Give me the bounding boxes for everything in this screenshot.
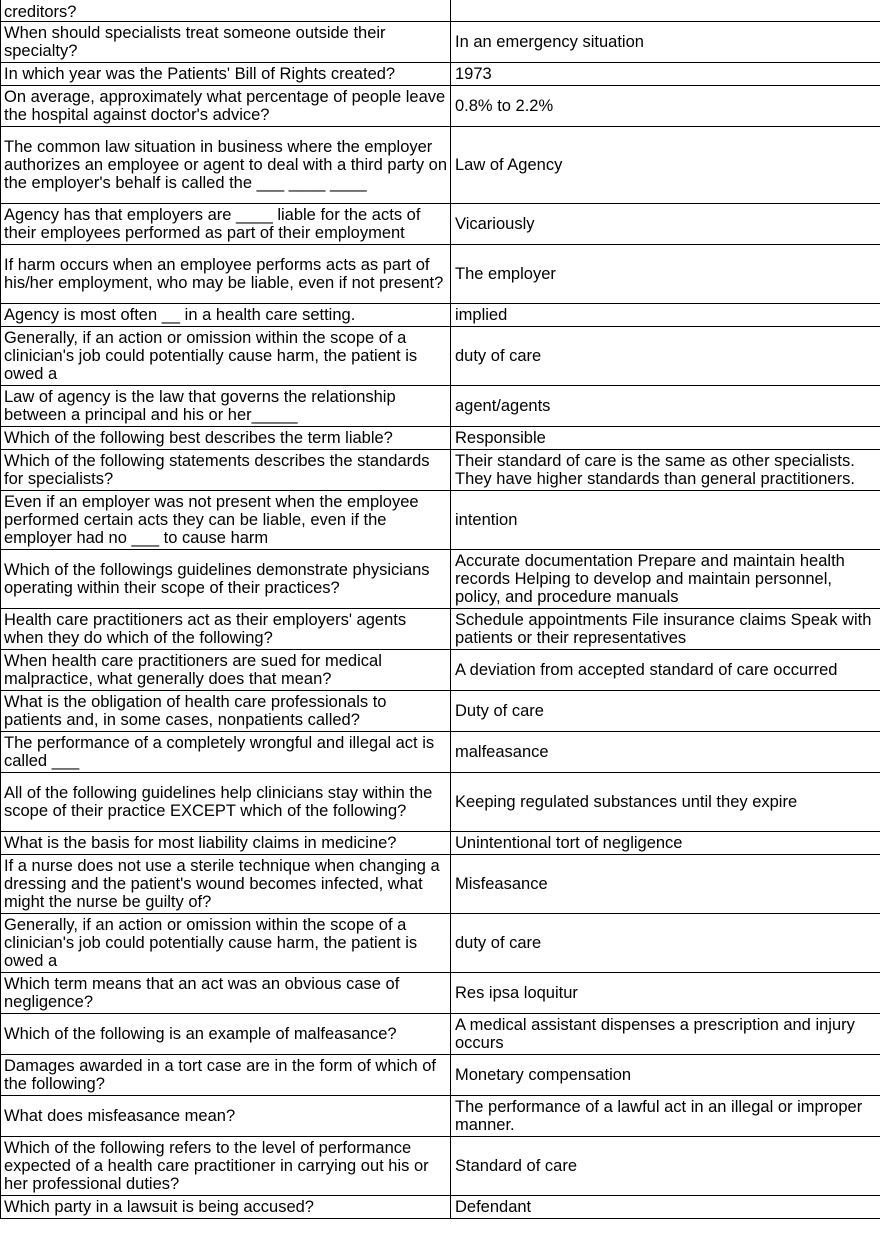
answer-cell: The performance of a lawful act in an illegal or improper manner. — [451, 1096, 880, 1137]
answer-cell: Schedule appointments File insurance claims Speak with patients or their representatives — [451, 609, 880, 650]
answer-cell: Defendant — [451, 1196, 880, 1219]
answer-cell: Their standard of care is the same as other specialists. They have higher standards than general practitioners. — [451, 450, 880, 491]
answer-cell: Monetary compensation — [451, 1055, 880, 1096]
table-row — [1, 450, 880, 491]
answer-cell: Standard of care — [451, 1137, 880, 1196]
question-cell: creditors? — [1, 0, 451, 22]
answer-cell: duty of care — [451, 327, 880, 386]
table-row — [1, 0, 880, 22]
table-row — [1, 773, 880, 832]
table-row — [1, 427, 880, 450]
answer-cell: Unintentional tort of negligence — [451, 832, 880, 855]
question-cell: Which of the following best describes the term liable? — [1, 427, 451, 450]
answer-cell: The employer — [451, 245, 880, 304]
answer-cell: A medical assistant dispenses a prescription and injury occurs — [451, 1014, 880, 1055]
answer-cell: Res ipsa loquitur — [451, 973, 880, 1014]
question-cell: Damages awarded in a tort case are in the form of which of the following? — [1, 1055, 451, 1096]
question-cell: All of the following guidelines help clinicians stay within the scope of their practice EXCEPT which of the following? — [1, 773, 451, 832]
table-row — [1, 1196, 880, 1219]
table-row — [1, 86, 880, 127]
table-row — [1, 245, 880, 304]
answer-cell: intention — [451, 491, 880, 550]
question-cell: On average, approximately what percentage of people leave the hospital against doctor's advice? — [1, 86, 451, 127]
answer-cell: malfeasance — [451, 732, 880, 773]
question-cell: When health care practitioners are sued for medical malpractice, what generally does that mean? — [1, 650, 451, 691]
question-cell: In which year was the Patients' Bill of Rights created? — [1, 63, 451, 86]
table-row — [1, 327, 880, 386]
question-cell: What does misfeasance mean? — [1, 1096, 451, 1137]
question-cell: The performance of a completely wrongful and illegal act is called ___ — [1, 732, 451, 773]
question-cell: When should specialists treat someone outside their specialty? — [1, 22, 451, 63]
table-row — [1, 304, 880, 327]
question-cell: Generally, if an action or omission within the scope of a clinician's job could potentially cause harm, the patient is owed a — [1, 914, 451, 973]
question-cell: Agency is most often __ in a health care setting. — [1, 304, 451, 327]
answer-cell: 1973 — [451, 63, 880, 86]
table-row — [1, 386, 880, 427]
table-row — [1, 691, 880, 732]
answer-cell: Accurate documentation Prepare and maintain health records Helping to develop and maintain personnel, policy, and procedure manuals — [451, 550, 880, 609]
question-cell: Which of the following statements describes the standards for specialists? — [1, 450, 451, 491]
table-row — [1, 550, 880, 609]
answer-cell: Misfeasance — [451, 855, 880, 914]
question-cell: Even if an employer was not present when the employee performed certain acts they can be liable, even if the employer had no ___ to cause harm — [1, 491, 451, 550]
question-cell: Which term means that an act was an obvious case of negligence? — [1, 973, 451, 1014]
table-row — [1, 491, 880, 550]
answer-cell: Law of Agency — [451, 127, 880, 204]
table-row — [1, 832, 880, 855]
question-cell: Agency has that employers are ____ liable for the acts of their employees performed as part of their employment — [1, 204, 451, 245]
answer-cell: In an emergency situation — [451, 22, 880, 63]
answer-cell: Keeping regulated substances until they expire — [451, 773, 880, 832]
table-row — [1, 204, 880, 245]
question-cell: Law of agency is the law that governs the relationship between a principal and his or her_____ — [1, 386, 451, 427]
table-row — [1, 973, 880, 1014]
question-cell: Health care practitioners act as their employers' agents when they do which of the following? — [1, 609, 451, 650]
table-row — [1, 914, 880, 973]
question-cell: What is the basis for most liability claims in medicine? — [1, 832, 451, 855]
answer-cell: Responsible — [451, 427, 880, 450]
question-cell: The common law situation in business where the employer authorizes an employee or agent to deal with a third party on the employer's behalf is called the ___ ____ ____ — [1, 127, 451, 204]
answer-cell: Vicariously — [451, 204, 880, 245]
table-row — [1, 22, 880, 63]
question-cell: Which of the following refers to the level of performance expected of a health care practitioner in carrying out his or her professional duties? — [1, 1137, 451, 1196]
table-row — [1, 609, 880, 650]
table-row — [1, 855, 880, 914]
answer-cell: implied — [451, 304, 880, 327]
table-row — [1, 63, 880, 86]
question-cell: If a nurse does not use a sterile technique when changing a dressing and the patient's wound becomes infected, what might the nurse be guilty of? — [1, 855, 451, 914]
table-row — [1, 732, 880, 773]
question-cell: Generally, if an action or omission within the scope of a clinician's job could potentially cause harm, the patient is owed a — [1, 327, 451, 386]
table-row — [1, 650, 880, 691]
question-cell: Which party in a lawsuit is being accused? — [1, 1196, 451, 1219]
table-row — [1, 1014, 880, 1055]
question-cell: If harm occurs when an employee performs acts as part of his/her employment, who may be liable, even if not present? — [1, 245, 451, 304]
answer-cell: duty of care — [451, 914, 880, 973]
table-row — [1, 1096, 880, 1137]
qa-table-body — [1, 0, 880, 1219]
table-row — [1, 127, 880, 204]
answer-cell: agent/agents — [451, 386, 880, 427]
answer-cell: 0.8% to 2.2% — [451, 86, 880, 127]
question-cell: Which of the followings guidelines demonstrate physicians operating within their scope of their practices? — [1, 550, 451, 609]
table-row — [1, 1137, 880, 1196]
question-cell: Which of the following is an example of malfeasance? — [1, 1014, 451, 1055]
table-row — [1, 1055, 880, 1096]
answer-cell: A deviation from accepted standard of care occurred — [451, 650, 880, 691]
answer-cell: Duty of care — [451, 691, 880, 732]
answer-cell — [451, 0, 880, 22]
question-cell: What is the obligation of health care professionals to patients and, in some cases, nonpatients called? — [1, 691, 451, 732]
